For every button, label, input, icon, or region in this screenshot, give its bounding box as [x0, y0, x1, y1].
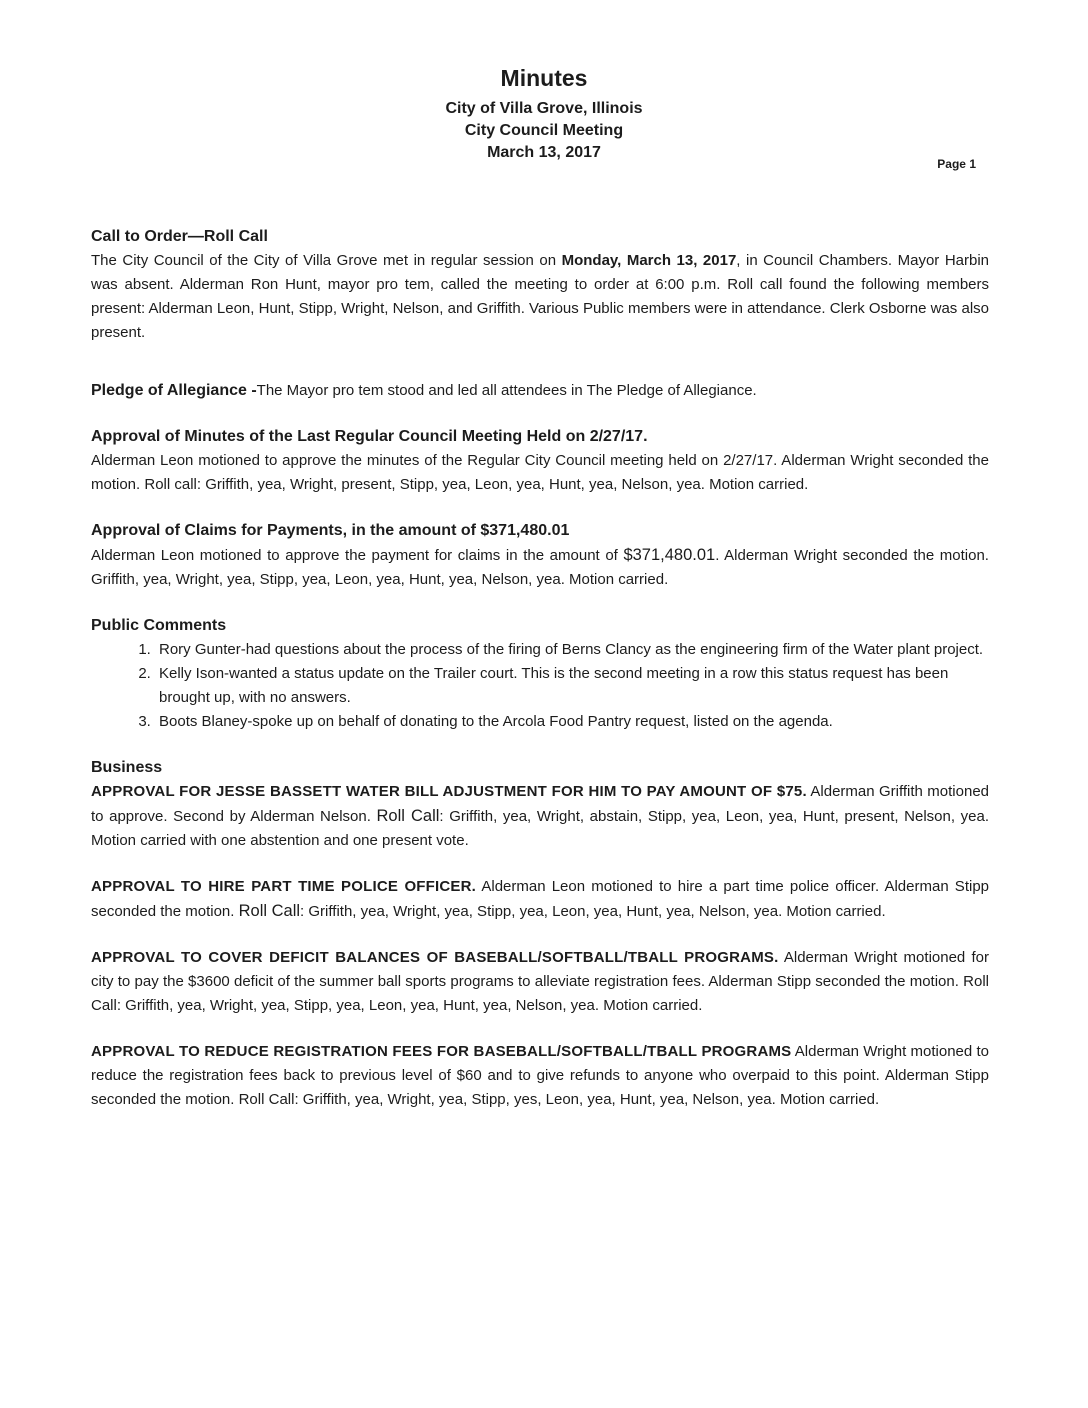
- business-item-text-a: Alderman Griffith motioned to approve. Second by Alderman Nelson.: [91, 783, 989, 825]
- business-item-title: APPROVAL TO HIRE PART TIME POLICE OFFICER.: [91, 878, 477, 895]
- claims-text-b: . Alderman Wright seconded the motion. Griffith, yea, Wright, yea, Stipp, yea, Leon, yea, Hunt, yea, Nelson, yea. Motion carried.: [91, 547, 989, 588]
- business-item-title: APPROVAL FOR JESSE BASSETT WATER BILL ADJUSTMENT FOR HIM TO PAY AMOUNT OF $75.: [91, 783, 807, 800]
- pledge-paragraph: [91, 379, 989, 403]
- call-to-order-heading: Call to Order—Roll Call: [91, 228, 268, 245]
- claims-heading: Approval of Claims for Payments, in the amount of $371,480.01: [91, 522, 570, 539]
- business-item: [91, 1040, 989, 1112]
- call-to-order-text-b: , in Council Chambers. Mayor Harbin was absent. Alderman Ron Hunt, mayor pro tem, called the meeting to order at 6:00 p.m. Roll call found the following members present: Alderman Leon, Hunt, Stipp, Wright, Nelson, and Griffith. Various Public members were in attendance. Clerk Osborne was also present.: [91, 252, 990, 341]
- business-item-text-a: Alderman Wright motioned to reduce the registration fees back to previous level of $60 and to give refunds to anyone who overpaid to this point. Alderman Stipp seconded the motion. Roll Call: Griffith, yea, Wright, yea, Stipp, yes, Leon, yea, Hunt, yea, Nelson, yea. Motion carried.: [91, 1043, 989, 1108]
- claims-text: [91, 543, 989, 592]
- business-item-text-b: : Griffith, yea, Wright, yea, Stipp, yea, Leon, yea, Hunt, yea, Nelson, yea. Motion carried.: [300, 903, 886, 920]
- business-item-text-a: Alderman Leon motioned to hire a part time police officer. Alderman Stipp seconded the motion.: [91, 878, 989, 920]
- business-item-title: APPROVAL TO COVER DEFICIT BALANCES OF BASEBALL/SOFTBALL/TBALL PROGRAMS.: [91, 949, 779, 966]
- business-item-title: APPROVAL TO REDUCE REGISTRATION FEES FOR BASEBALL/SOFTBALL/TBALL PROGRAMS: [91, 1043, 792, 1060]
- pledge-text: The Mayor pro tem stood and led all attendees in The Pledge of Allegiance.: [256, 382, 757, 399]
- claims-amount: $371,480.01: [623, 546, 716, 564]
- minutes-approval-heading: Approval of Minutes of the Last Regular Council Meeting Held on 2/27/17.: [91, 428, 648, 445]
- call-to-order-text: [91, 249, 989, 345]
- business-item: [91, 875, 989, 924]
- roll-call-label: Roll Call: [238, 902, 301, 920]
- roll-call-label: Roll Call: [376, 807, 440, 825]
- meeting-date-bold: Monday, March 13, 2017: [561, 252, 737, 269]
- business-item-text-a: Alderman Wright motioned for city to pay the $3600 deficit of the summer ball sports programs to alleviate registration fees. Alderman Stipp seconded the motion. Roll Call: Griffith, yea, Wright, yea, Stipp, yea, Leon, yea, Hunt, yea, Nelson, yea. Motion carried.: [91, 949, 989, 1014]
- city-name: City of Villa Grove, Illinois: [445, 100, 643, 117]
- meeting-type: City Council Meeting: [464, 122, 624, 139]
- document-title: Minutes: [500, 65, 588, 91]
- business-heading: Business: [91, 759, 163, 776]
- minutes-approval-text: Alderman Leon motioned to approve the minutes of the Regular City Council meeting held on 2/27/17. Alderman Wright seconded the motion. Roll call: Griffith, yea, Wright, present, Stipp, yea, Leon, yea, Hunt, yea, Nelson, yea. Motion carried.: [91, 452, 989, 493]
- business-item: [91, 780, 989, 853]
- list-item: 2. Kelly Ison-wanted a status update on the Trailer court. This is the second meeting in a row this status request has been brought up, with no answers.: [155, 662, 989, 710]
- business-item: [91, 946, 989, 1018]
- public-comments-heading: Public Comments: [91, 617, 227, 634]
- public-comments-list: [91, 638, 989, 734]
- call-to-order-text-a: The City Council of the City of Villa Grove met in regular session on: [91, 252, 562, 269]
- page-number: Page 1: [937, 157, 976, 171]
- business-item-text-b: : Griffith, yea, Wright, abstain, Stipp, yea, Leon, yea, Hunt, present, Nelson, yea. Motion carried with one abstention and one present vote.: [91, 808, 989, 849]
- pledge-heading: Pledge of Allegiance -: [91, 382, 257, 399]
- document-header: [0, 64, 1088, 164]
- document-body: [91, 225, 989, 1112]
- meeting-date: March 13, 2017: [487, 144, 601, 161]
- claims-text-a: Alderman Leon motioned to approve the payment for claims in the amount of: [91, 547, 624, 564]
- list-item: 1. Rory Gunter-had questions about the process of the firing of Berns Clancy as the engineering firm of the Water plant project.: [155, 638, 989, 662]
- list-item: 3. Boots Blaney-spoke up on behalf of donating to the Arcola Food Pantry request, listed on the agenda.: [155, 710, 989, 734]
